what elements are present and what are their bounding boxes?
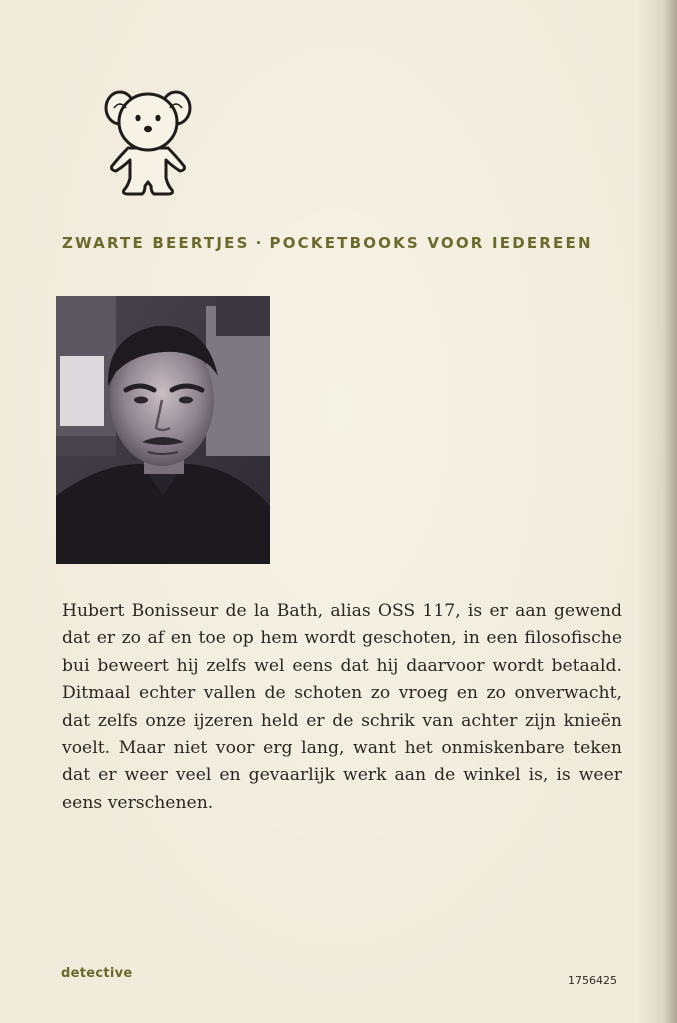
series-tagline: POCKETBOOKS VOOR IEDEREEN — [269, 234, 593, 252]
publisher-name: ZWARTE BEERTJES — [62, 234, 250, 252]
page-edge-shadow — [663, 0, 677, 1023]
series-separator: · — [255, 234, 264, 252]
catalog-number: 1756425 — [568, 974, 617, 987]
genre-label: detective — [61, 966, 133, 981]
bear-icon — [98, 86, 198, 198]
portrait-photo — [56, 296, 270, 564]
book-synopsis: Hubert Bonisseur de la Bath, alias OSS 117, is er aan gewend dat er zo af en toe op hem wordt geschoten, in een filosofische bui beweert hij zelfs wel eens dat hij daarvoor wordt betaald. Ditmaal echter vallen de schoten zo vroeg en zo onverwacht, dat zelfs onze ijzeren held er de schrik van achter zijn knieën voelt. Maar niet voor erg lang, want het onmiskenbare teken dat er weer veel en gevaarlijk werk aan de winkel is, is weer eens verschenen. — [62, 601, 622, 813]
series-title — [62, 234, 622, 252]
